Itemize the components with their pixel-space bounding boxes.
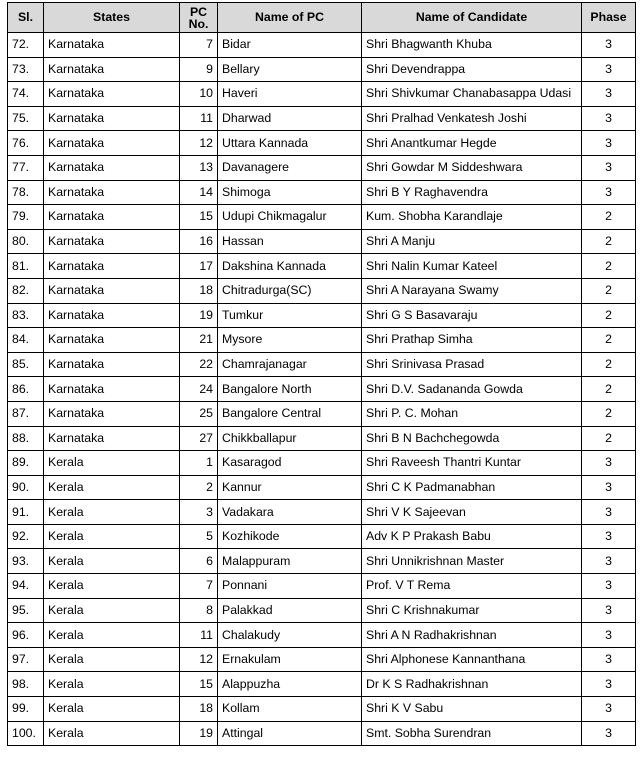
cell-pc-no: 15	[180, 205, 218, 230]
cell-candidate: Shri Anantkumar Hegde	[362, 131, 582, 156]
table-row	[8, 106, 636, 131]
cell-state: Karnataka	[44, 205, 180, 230]
cell-pc-no: 5	[180, 524, 218, 549]
cell-candidate: Shri Devendrappa	[362, 57, 582, 82]
cell-sl: 86.	[8, 377, 44, 402]
cell-pc-no: 13	[180, 155, 218, 180]
cell-pc-no: 10	[180, 82, 218, 107]
cell-candidate: Shri Alphonese Kannanthana	[362, 647, 582, 672]
table-row	[8, 574, 636, 599]
table-row	[8, 598, 636, 623]
cell-phase: 3	[582, 574, 636, 599]
cell-state: Karnataka	[44, 180, 180, 205]
cell-state: Karnataka	[44, 33, 180, 58]
cell-candidate: Shri Bhagwanth Khuba	[362, 33, 582, 58]
cell-sl: 98.	[8, 672, 44, 697]
cell-candidate: Shri A Narayana Swamy	[362, 278, 582, 303]
cell-pc-name: Chitradurga(SC)	[218, 278, 362, 303]
cell-state: Karnataka	[44, 131, 180, 156]
cell-pc-name: Kollam	[218, 697, 362, 722]
header-state: States	[44, 3, 180, 33]
cell-pc-no: 3	[180, 500, 218, 525]
header-candidate: Name of Candidate	[362, 3, 582, 33]
cell-candidate: Shri Unnikrishnan Master	[362, 549, 582, 574]
cell-pc-name: Vadakara	[218, 500, 362, 525]
table-row	[8, 426, 636, 451]
cell-candidate: Shri K V Sabu	[362, 697, 582, 722]
cell-state: Kerala	[44, 500, 180, 525]
cell-pc-name: Tumkur	[218, 303, 362, 328]
cell-pc-name: Kannur	[218, 475, 362, 500]
cell-sl: 89.	[8, 451, 44, 476]
cell-pc-name: Uttara Kannada	[218, 131, 362, 156]
cell-phase: 3	[582, 106, 636, 131]
table-row	[8, 401, 636, 426]
cell-phase: 3	[582, 500, 636, 525]
table-row	[8, 57, 636, 82]
cell-candidate: Prof. V T Rema	[362, 574, 582, 599]
table-row	[8, 549, 636, 574]
cell-pc-name: Chikkballapur	[218, 426, 362, 451]
cell-pc-no: 15	[180, 672, 218, 697]
table-row	[8, 33, 636, 58]
cell-state: Kerala	[44, 672, 180, 697]
cell-state: Karnataka	[44, 57, 180, 82]
cell-candidate: Shri D.V. Sadananda Gowda	[362, 377, 582, 402]
cell-pc-no: 2	[180, 475, 218, 500]
cell-pc-name: Chamrajanagar	[218, 352, 362, 377]
cell-sl: 100.	[8, 721, 44, 746]
cell-state: Karnataka	[44, 303, 180, 328]
cell-state: Karnataka	[44, 352, 180, 377]
cell-pc-no: 19	[180, 303, 218, 328]
cell-phase: 2	[582, 205, 636, 230]
cell-phase: 3	[582, 451, 636, 476]
cell-candidate: Shri C Krishnakumar	[362, 598, 582, 623]
cell-state: Kerala	[44, 574, 180, 599]
table-row	[8, 328, 636, 353]
cell-sl: 95.	[8, 598, 44, 623]
table-row	[8, 254, 636, 279]
cell-pc-name: Kasaragod	[218, 451, 362, 476]
cell-phase: 3	[582, 721, 636, 746]
cell-pc-name: Hassan	[218, 229, 362, 254]
cell-candidate: Shri Prathap Simha	[362, 328, 582, 353]
cell-state: Karnataka	[44, 328, 180, 353]
cell-candidate: Dr K S Radhakrishnan	[362, 672, 582, 697]
cell-state: Kerala	[44, 721, 180, 746]
cell-candidate: Smt. Sobha Surendran	[362, 721, 582, 746]
cell-candidate: Shri A N Radhakrishnan	[362, 623, 582, 648]
cell-phase: 2	[582, 352, 636, 377]
cell-sl: 92.	[8, 524, 44, 549]
table-row	[8, 623, 636, 648]
cell-state: Karnataka	[44, 155, 180, 180]
cell-pc-name: Bidar	[218, 33, 362, 58]
cell-sl: 97.	[8, 647, 44, 672]
header-phase: Phase	[582, 3, 636, 33]
header-pc-no: PC No.	[180, 3, 218, 33]
cell-pc-name: Palakkad	[218, 598, 362, 623]
cell-pc-no: 7	[180, 33, 218, 58]
cell-pc-name: Attingal	[218, 721, 362, 746]
cell-pc-no: 16	[180, 229, 218, 254]
cell-sl: 84.	[8, 328, 44, 353]
cell-pc-no: 11	[180, 623, 218, 648]
cell-phase: 2	[582, 401, 636, 426]
cell-candidate: Shri G S Basavaraju	[362, 303, 582, 328]
cell-candidate: Adv K P Prakash Babu	[362, 524, 582, 549]
cell-sl: 94.	[8, 574, 44, 599]
table-body	[8, 33, 636, 746]
header-row	[8, 3, 636, 33]
cell-phase: 3	[582, 57, 636, 82]
cell-phase: 3	[582, 82, 636, 107]
cell-phase: 2	[582, 328, 636, 353]
cell-sl: 83.	[8, 303, 44, 328]
cell-state: Karnataka	[44, 377, 180, 402]
cell-candidate: Shri Nalin Kumar Kateel	[362, 254, 582, 279]
cell-sl: 82.	[8, 278, 44, 303]
cell-sl: 85.	[8, 352, 44, 377]
cell-pc-name: Mysore	[218, 328, 362, 353]
cell-candidate: Kum. Shobha Karandlaje	[362, 205, 582, 230]
cell-pc-no: 11	[180, 106, 218, 131]
cell-sl: 72.	[8, 33, 44, 58]
cell-sl: 79.	[8, 205, 44, 230]
cell-pc-name: Malappuram	[218, 549, 362, 574]
cell-phase: 3	[582, 647, 636, 672]
cell-phase: 2	[582, 229, 636, 254]
table-row	[8, 377, 636, 402]
cell-candidate: Shri B Y Raghavendra	[362, 180, 582, 205]
table-row	[8, 500, 636, 525]
cell-state: Kerala	[44, 647, 180, 672]
cell-pc-no: 25	[180, 401, 218, 426]
cell-phase: 3	[582, 697, 636, 722]
cell-phase: 2	[582, 278, 636, 303]
cell-pc-name: Bellary	[218, 57, 362, 82]
cell-pc-name: Kozhikode	[218, 524, 362, 549]
cell-pc-no: 12	[180, 131, 218, 156]
cell-phase: 3	[582, 672, 636, 697]
cell-pc-name: Ernakulam	[218, 647, 362, 672]
cell-pc-name: Alappuzha	[218, 672, 362, 697]
table-row	[8, 180, 636, 205]
cell-pc-no: 18	[180, 278, 218, 303]
cell-phase: 3	[582, 549, 636, 574]
cell-pc-name: Shimoga	[218, 180, 362, 205]
cell-state: Kerala	[44, 475, 180, 500]
cell-pc-name: Bangalore North	[218, 377, 362, 402]
cell-phase: 3	[582, 623, 636, 648]
cell-sl: 75.	[8, 106, 44, 131]
cell-candidate: Shri Pralhad Venkatesh Joshi	[362, 106, 582, 131]
cell-phase: 3	[582, 598, 636, 623]
table-row	[8, 721, 636, 746]
cell-state: Kerala	[44, 524, 180, 549]
cell-sl: 96.	[8, 623, 44, 648]
cell-pc-no: 14	[180, 180, 218, 205]
cell-phase: 3	[582, 180, 636, 205]
cell-state: Karnataka	[44, 229, 180, 254]
cell-state: Karnataka	[44, 82, 180, 107]
cell-pc-no: 7	[180, 574, 218, 599]
cell-phase: 3	[582, 131, 636, 156]
cell-phase: 2	[582, 377, 636, 402]
cell-pc-no: 1	[180, 451, 218, 476]
cell-sl: 76.	[8, 131, 44, 156]
cell-candidate: Shri V K Sajeevan	[362, 500, 582, 525]
cell-sl: 88.	[8, 426, 44, 451]
cell-candidate: Shri Gowdar M Siddeshwara	[362, 155, 582, 180]
table-row	[8, 229, 636, 254]
cell-state: Karnataka	[44, 254, 180, 279]
cell-pc-no: 18	[180, 697, 218, 722]
cell-state: Kerala	[44, 549, 180, 574]
cell-pc-name: Dakshina Kannada	[218, 254, 362, 279]
cell-state: Karnataka	[44, 401, 180, 426]
cell-pc-name: Ponnani	[218, 574, 362, 599]
cell-sl: 73.	[8, 57, 44, 82]
cell-phase: 2	[582, 303, 636, 328]
table-row	[8, 475, 636, 500]
table-row	[8, 352, 636, 377]
cell-phase: 2	[582, 426, 636, 451]
cell-pc-name: Dharwad	[218, 106, 362, 131]
table-row	[8, 647, 636, 672]
cell-candidate: Shri P. C. Mohan	[362, 401, 582, 426]
cell-pc-no: 24	[180, 377, 218, 402]
cell-pc-no: 19	[180, 721, 218, 746]
cell-phase: 3	[582, 475, 636, 500]
cell-pc-name: Haveri	[218, 82, 362, 107]
cell-pc-name: Bangalore Central	[218, 401, 362, 426]
cell-pc-no: 17	[180, 254, 218, 279]
cell-pc-no: 21	[180, 328, 218, 353]
cell-pc-no: 6	[180, 549, 218, 574]
cell-pc-no: 22	[180, 352, 218, 377]
cell-sl: 93.	[8, 549, 44, 574]
table-row	[8, 697, 636, 722]
table-row	[8, 131, 636, 156]
header-pc-name: Name of PC	[218, 3, 362, 33]
cell-pc-no: 9	[180, 57, 218, 82]
table-row	[8, 82, 636, 107]
table-row	[8, 205, 636, 230]
table-row	[8, 451, 636, 476]
cell-candidate: Shri Srinivasa Prasad	[362, 352, 582, 377]
table-row	[8, 672, 636, 697]
cell-candidate: Shri Raveesh Thantri Kuntar	[362, 451, 582, 476]
table-row	[8, 524, 636, 549]
cell-sl: 91.	[8, 500, 44, 525]
cell-pc-no: 27	[180, 426, 218, 451]
table-row	[8, 278, 636, 303]
cell-state: Kerala	[44, 697, 180, 722]
cell-pc-no: 12	[180, 647, 218, 672]
candidates-table	[7, 2, 636, 746]
cell-sl: 90.	[8, 475, 44, 500]
cell-pc-name: Udupi Chikmagalur	[218, 205, 362, 230]
cell-sl: 78.	[8, 180, 44, 205]
cell-pc-name: Davanagere	[218, 155, 362, 180]
cell-state: Kerala	[44, 598, 180, 623]
cell-state: Kerala	[44, 623, 180, 648]
table-row	[8, 303, 636, 328]
cell-phase: 2	[582, 254, 636, 279]
cell-candidate: Shri C K Padmanabhan	[362, 475, 582, 500]
cell-sl: 74.	[8, 82, 44, 107]
cell-candidate: Shri B N Bachchegowda	[362, 426, 582, 451]
header-sl: Sl.	[8, 3, 44, 33]
cell-sl: 77.	[8, 155, 44, 180]
table-row	[8, 155, 636, 180]
cell-phase: 3	[582, 33, 636, 58]
cell-sl: 81.	[8, 254, 44, 279]
cell-sl: 80.	[8, 229, 44, 254]
cell-phase: 3	[582, 155, 636, 180]
cell-candidate: Shri A Manju	[362, 229, 582, 254]
cell-state: Karnataka	[44, 426, 180, 451]
cell-candidate: Shri Shivkumar Chanabasappa Udasi	[362, 82, 582, 107]
cell-state: Karnataka	[44, 278, 180, 303]
cell-pc-no: 8	[180, 598, 218, 623]
cell-state: Kerala	[44, 451, 180, 476]
cell-sl: 99.	[8, 697, 44, 722]
cell-sl: 87.	[8, 401, 44, 426]
cell-phase: 3	[582, 524, 636, 549]
cell-pc-name: Chalakudy	[218, 623, 362, 648]
cell-state: Karnataka	[44, 106, 180, 131]
